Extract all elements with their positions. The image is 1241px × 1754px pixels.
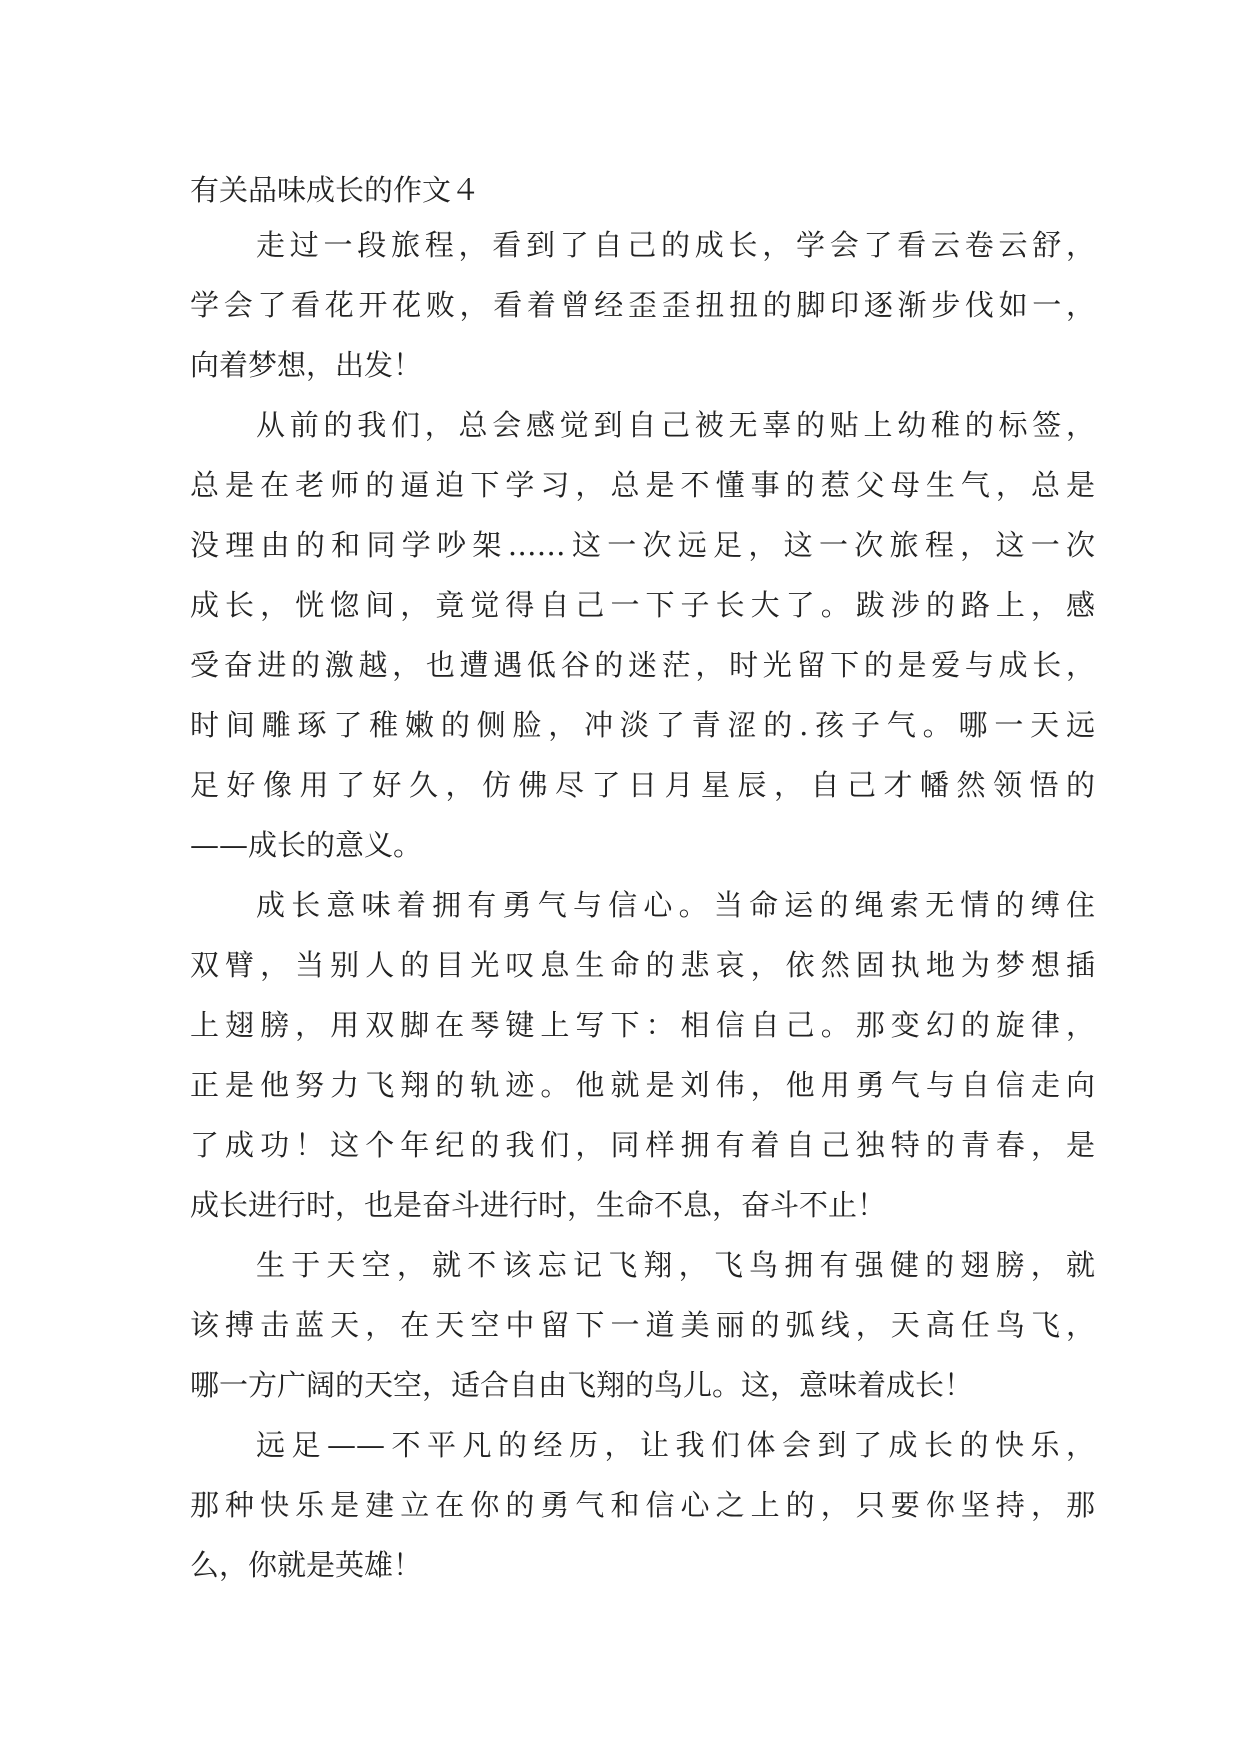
paragraph-line: 向着梦想，出发！ [190, 348, 423, 382]
paragraph-line: 了成功！这个年纪的我们，同样拥有着自己独特的青春，是 [190, 1128, 1095, 1162]
paragraph [190, 215, 1095, 395]
paragraph-line: 么，你就是英雄！ [190, 1548, 423, 1582]
paragraph-line: ——成长的意义。 [190, 828, 423, 862]
paragraph-line: 正是他努力飞翔的轨迹。他就是刘伟，他用勇气与自信走向 [190, 1068, 1095, 1102]
paragraph-line: 走过一段旅程，看到了自己的成长，学会了看云卷云舒， [256, 228, 1095, 262]
paragraph-line: 该搏击蓝天，在天空中留下一道美丽的弧线，天高任鸟飞， [190, 1308, 1095, 1342]
paragraph-line: 生于天空，就不该忘记飞翔，飞鸟拥有强健的翅膀，就 [256, 1248, 1095, 1282]
document-title: 有关品味成长的作文４ [190, 173, 481, 207]
paragraph-line: 受奋进的激越，也遭遇低谷的迷茫，时光留下的是爱与成长， [190, 648, 1095, 682]
paragraph [190, 1235, 1095, 1415]
paragraph-line: 时间雕琢了稚嫩的侧脸，冲淡了青涩的.孩子气。哪一天远 [190, 708, 1095, 742]
paragraph-line: 那种快乐是建立在你的勇气和信心之上的，只要你坚持，那 [190, 1488, 1095, 1522]
paragraph-line: 从前的我们，总会感觉到自己被无辜的贴上幼稚的标签， [256, 408, 1095, 442]
paragraph-line: 足好像用了好久，仿佛尽了日月星辰，自己才幡然领悟的 [190, 768, 1095, 802]
paragraph-line: 上翅膀，用双脚在琴键上写下：相信自己。那变幻的旋律， [190, 1008, 1095, 1042]
paragraph [190, 1415, 1095, 1595]
paragraph-line: 没理由的和同学吵架……这一次远足，这一次旅程，这一次 [190, 528, 1095, 562]
paragraph-line: 学会了看花开花败，看着曾经歪歪扭扭的脚印逐渐步伐如一， [190, 288, 1095, 322]
paragraph-line: 总是在老师的逼迫下学习，总是不懂事的惹父母生气，总是 [190, 468, 1095, 502]
paragraph-line: 哪一方广阔的天空，适合自由飞翔的鸟儿。这，意味着成长！ [190, 1368, 974, 1402]
paragraph-line: 双臂，当别人的目光叹息生命的悲哀，依然固执地为梦想插 [190, 948, 1095, 982]
document-page [190, 0, 1095, 1754]
paragraph-line: 远足——不平凡的经历，让我们体会到了成长的快乐， [256, 1428, 1095, 1462]
document-body [190, 215, 1095, 1595]
paragraph [190, 875, 1095, 1235]
paragraph-line: 成长意味着拥有勇气与信心。当命运的绳索无情的缚住 [256, 888, 1095, 922]
paragraph-line: 成长进行时，也是奋斗进行时，生命不息，奋斗不止！ [190, 1188, 887, 1222]
paragraph-line: 成长，恍惚间，竟觉得自己一下子长大了。跋涉的路上，感 [190, 588, 1095, 622]
paragraph [190, 395, 1095, 875]
